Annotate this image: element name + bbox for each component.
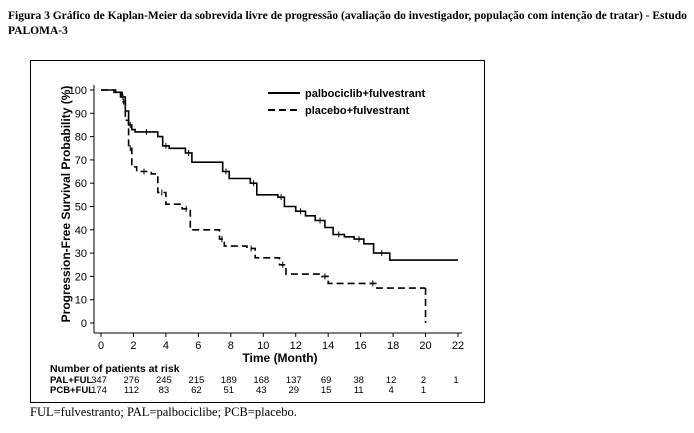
risk-count: 189 [220,375,237,386]
figure-caption: Figura 3 Gráfico de Kaplan-Meier da sobrevida livre de progressão (avaliação do investigador, população com intenção de tratar) - Estudo PALOMA-3 [8,10,687,37]
chart-curves [101,90,458,323]
y-tick-label: 10 [74,294,87,307]
x-tick-label: 6 [195,340,202,352]
risk-count: 2 [420,375,427,386]
legend-label-palbociclib: palbociclib+fulvestrant [305,88,426,100]
x-tick-label: 0 [97,340,105,352]
risk-table [50,375,459,396]
risk-count: 69 [320,375,332,386]
y-axis-label: Progression-Free Survival Probability (%) [59,85,73,323]
risk-count: 112 [123,385,140,396]
risk-count: 347 [91,375,107,386]
y-tick-label: 90 [74,108,87,121]
y-tick-label: 0 [80,318,87,330]
risk-table-title: Number of patients at risk [50,363,180,375]
risk-count: 4 [388,385,394,396]
x-tick-label: 22 [451,340,465,352]
risk-count: 245 [155,375,172,386]
x-tick-label: 14 [322,340,335,352]
footnote: FUL=fulvestranto; PAL=palbociclibe; PCB=placebo. [30,405,297,419]
y-tick-label: 20 [74,271,87,284]
risk-count: 215 [188,375,205,386]
risk-count: 29 [288,385,300,396]
risk-count: 51 [223,385,235,396]
risk-count: 12 [385,375,397,386]
x-tick-label: 8 [227,340,234,352]
y-tick-label: 40 [74,224,87,237]
y-tick-label: 80 [74,131,87,144]
x-tick-label: 20 [419,340,432,352]
risk-count: 38 [353,375,364,386]
x-tick-label: 12 [289,340,302,352]
risk-count: 11 [353,385,364,396]
risk-row-label: PCB+FUL [50,385,95,396]
risk-count: 168 [253,375,270,386]
y-tick-label: 50 [74,201,87,214]
risk-count: 62 [191,385,202,396]
x-tick-label: 10 [257,340,270,352]
km-curve-placebo [101,90,426,288]
y-tick-label: 70 [74,154,87,167]
risk-count: 43 [255,385,267,396]
risk-count: 137 [285,375,302,386]
x-tick-label: 18 [386,340,400,352]
risk-count: 1 [453,375,459,386]
risk-row-label: PAL+FUL [50,375,93,386]
x-tick-label: 2 [130,340,137,352]
x-tick-label: 4 [162,340,169,352]
risk-count: 83 [158,385,170,396]
y-tick-label: 60 [74,178,87,191]
legend-label-placebo: placebo+fulvestrant [305,105,410,117]
y-tick-label: 100 [68,85,87,97]
x-tick-label: 16 [354,340,367,352]
risk-count: 276 [123,375,140,386]
risk-count: 174 [91,385,107,396]
x-axis-label: Time (Month) [242,351,318,365]
chart-legend [268,88,425,117]
risk-count: 1 [420,385,427,396]
risk-count: 15 [320,385,332,396]
y-tick-label: 30 [74,248,87,261]
